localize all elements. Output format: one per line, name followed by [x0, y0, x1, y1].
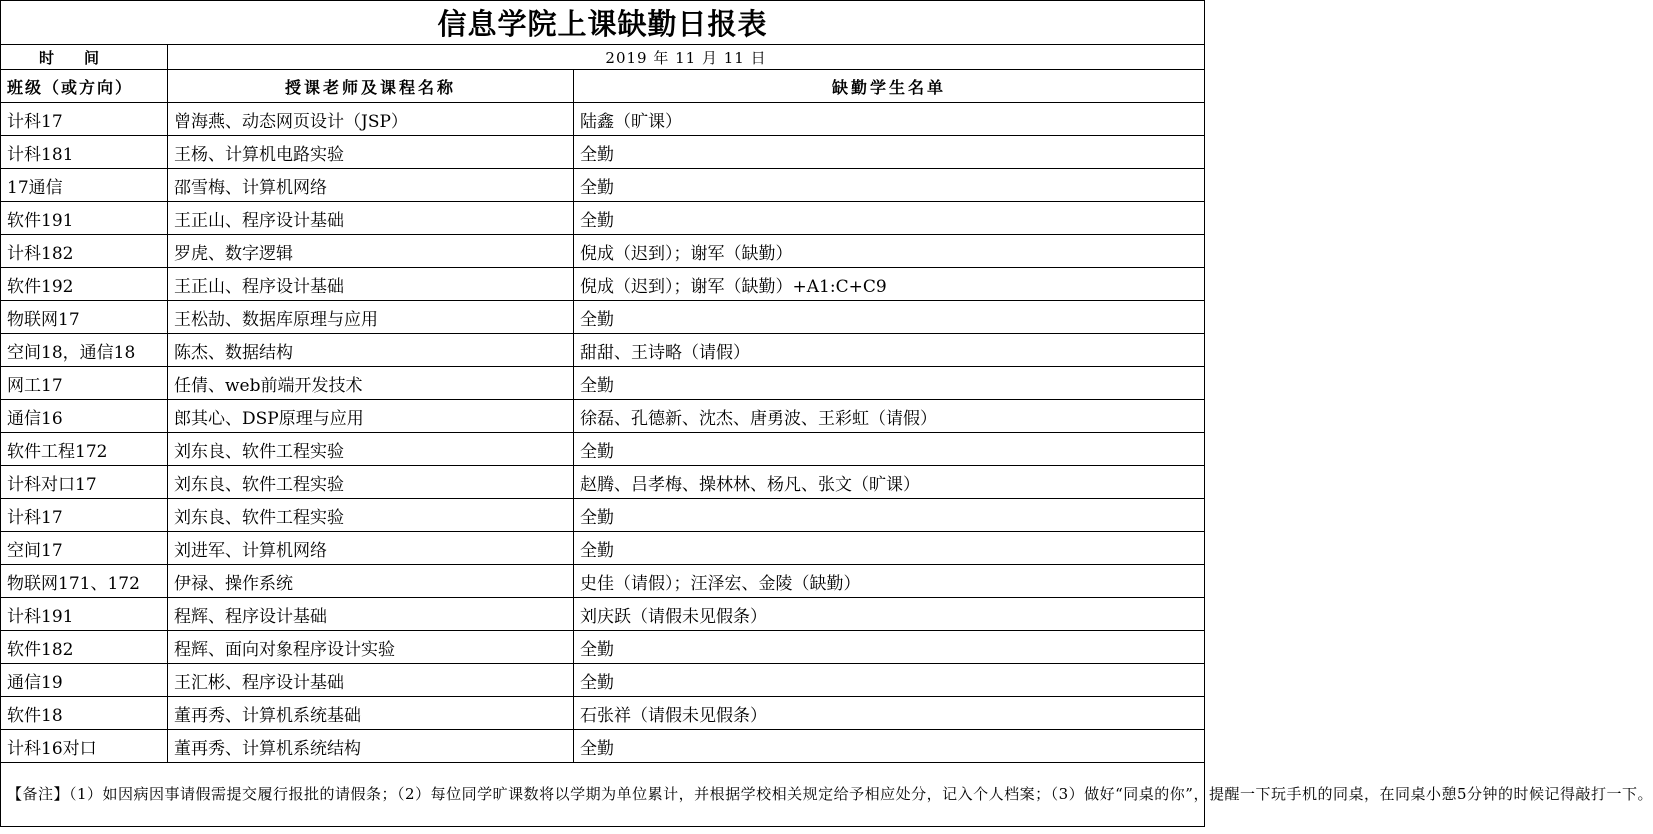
class-cell[interactable]: 通信16: [1, 400, 168, 433]
teacher-course-cell[interactable]: 程辉、面向对象程序设计实验: [168, 631, 574, 664]
table-row: [1, 136, 1205, 169]
absent-cell[interactable]: 刘庆跃（请假未见假条）: [574, 598, 1205, 631]
class-cell[interactable]: 计科181: [1, 136, 168, 169]
table-row: [1, 301, 1205, 334]
absent-cell[interactable]: 倪成（迟到）；谢军（缺勤）: [574, 235, 1205, 268]
table-row: [1, 103, 1205, 136]
teacher-course-cell[interactable]: 邵雪梅、计算机网络: [168, 169, 574, 202]
teacher-course-cell[interactable]: 刘东良、软件工程实验: [168, 499, 574, 532]
table-row: [1, 202, 1205, 235]
absent-cell[interactable]: 全勤: [574, 136, 1205, 169]
table-row: [1, 565, 1205, 598]
table-row: [1, 532, 1205, 565]
class-cell[interactable]: 软件192: [1, 268, 168, 301]
header-absent-students: 缺勤学生名单: [574, 70, 1205, 103]
teacher-course-cell[interactable]: 刘东良、软件工程实验: [168, 433, 574, 466]
table-row: [1, 400, 1205, 433]
table-row: [1, 334, 1205, 367]
table-row: [1, 169, 1205, 202]
table-row: [1, 367, 1205, 400]
absent-cell[interactable]: 倪成（迟到）；谢军（缺勤）+A1:C+C9: [574, 268, 1205, 301]
table-row: [1, 631, 1205, 664]
date-row: [1, 45, 1205, 70]
teacher-course-cell[interactable]: 刘东良、软件工程实验: [168, 466, 574, 499]
teacher-course-cell[interactable]: 程辉、程序设计基础: [168, 598, 574, 631]
class-cell[interactable]: 计科对口17: [1, 466, 168, 499]
teacher-course-cell[interactable]: 王正山、程序设计基础: [168, 202, 574, 235]
table-row: [1, 598, 1205, 631]
class-cell[interactable]: 通信19: [1, 664, 168, 697]
teacher-course-cell[interactable]: 伊禄、操作系统: [168, 565, 574, 598]
class-cell[interactable]: 计科17: [1, 103, 168, 136]
table-row: [1, 433, 1205, 466]
class-cell[interactable]: 计科191: [1, 598, 168, 631]
table-row: [1, 730, 1205, 763]
absent-cell[interactable]: 石张祥（请假未见假条）: [574, 697, 1205, 730]
table-row: [1, 268, 1205, 301]
absent-cell[interactable]: 全勤: [574, 169, 1205, 202]
class-cell[interactable]: 物联网171、172: [1, 565, 168, 598]
class-cell[interactable]: 软件191: [1, 202, 168, 235]
teacher-course-cell[interactable]: 罗虎、数字逻辑: [168, 235, 574, 268]
class-cell[interactable]: 17通信: [1, 169, 168, 202]
absent-cell[interactable]: 全勤: [574, 631, 1205, 664]
header-class: 班级（或方向）: [1, 70, 168, 103]
title-row: [1, 1, 1205, 45]
teacher-course-cell[interactable]: 曾海燕、动态网页设计（JSP）: [168, 103, 574, 136]
absent-cell[interactable]: 全勤: [574, 202, 1205, 235]
date-label: 时间: [1, 45, 168, 70]
table-row: [1, 499, 1205, 532]
date-value: 2019 年 11 月 11 日: [168, 45, 1205, 70]
absent-cell[interactable]: 全勤: [574, 664, 1205, 697]
report-title: 信息学院上课缺勤日报表: [1, 1, 1205, 45]
teacher-course-cell[interactable]: 王杨、计算机电路实验: [168, 136, 574, 169]
teacher-course-cell[interactable]: 王正山、程序设计基础: [168, 268, 574, 301]
absent-cell[interactable]: 全勤: [574, 730, 1205, 763]
teacher-course-cell[interactable]: 王松劼、数据库原理与应用: [168, 301, 574, 334]
teacher-course-cell[interactable]: 陈杰、数据结构: [168, 334, 574, 367]
teacher-course-cell[interactable]: 郎其心、DSP原理与应用: [168, 400, 574, 433]
class-cell[interactable]: 计科17: [1, 499, 168, 532]
absent-cell[interactable]: 史佳（请假）；汪泽宏、金陵（缺勤）: [574, 565, 1205, 598]
class-cell[interactable]: 计科182: [1, 235, 168, 268]
header-teacher-course: 授课老师及课程名称: [168, 70, 574, 103]
teacher-course-cell[interactable]: 董再秀、计算机系统基础: [168, 697, 574, 730]
table-row: [1, 664, 1205, 697]
table-row: [1, 235, 1205, 268]
absent-cell[interactable]: 甜甜、王诗略（请假）: [574, 334, 1205, 367]
class-cell[interactable]: 计科16对口: [1, 730, 168, 763]
absent-cell[interactable]: 全勤: [574, 532, 1205, 565]
class-cell[interactable]: 软件182: [1, 631, 168, 664]
absent-cell[interactable]: 陆鑫（旷课）: [574, 103, 1205, 136]
absent-cell[interactable]: 全勤: [574, 301, 1205, 334]
class-cell[interactable]: 物联网17: [1, 301, 168, 334]
absent-cell[interactable]: 全勤: [574, 499, 1205, 532]
class-cell[interactable]: 软件工程172: [1, 433, 168, 466]
note-row: [1, 763, 1205, 827]
class-cell[interactable]: 空间18，通信18: [1, 334, 168, 367]
teacher-course-cell[interactable]: 刘进军、计算机网络: [168, 532, 574, 565]
absent-cell[interactable]: 徐磊、孔德新、沈杰、唐勇波、王彩虹（请假）: [574, 400, 1205, 433]
class-cell[interactable]: 网工17: [1, 367, 168, 400]
teacher-course-cell[interactable]: 王汇彬、程序设计基础: [168, 664, 574, 697]
absent-cell[interactable]: 全勤: [574, 433, 1205, 466]
remarks-note[interactable]: 【备注】（1）如因病因事请假需提交履行报批的请假条；（2）每位同学旷课数将以学期为单位累计，并根据学校相关规定给予相应处分，记入个人档案；（3）做好“同桌的你”，提醒一下玩手机的同桌，在同桌小憩5分钟的时候记得敲打一下。: [1, 763, 1205, 827]
table-row: [1, 466, 1205, 499]
teacher-course-cell[interactable]: 任倩、web前端开发技术: [168, 367, 574, 400]
header-row: [1, 70, 1205, 103]
class-cell[interactable]: 软件18: [1, 697, 168, 730]
absent-cell[interactable]: 赵腾、吕孝梅、操林林、杨凡、张文（旷课）: [574, 466, 1205, 499]
table-row: [1, 697, 1205, 730]
absent-cell[interactable]: 全勤: [574, 367, 1205, 400]
teacher-course-cell[interactable]: 董再秀、计算机系统结构: [168, 730, 574, 763]
class-cell[interactable]: 空间17: [1, 532, 168, 565]
